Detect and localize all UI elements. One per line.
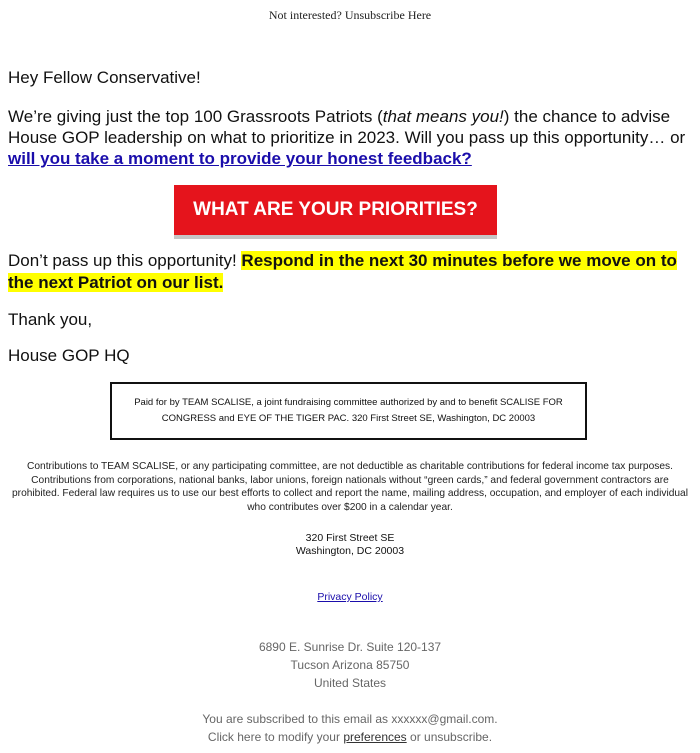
unsubscribe-link[interactable]: Not interested? Unsubscribe Here <box>268 8 432 22</box>
paid-for-box <box>110 382 587 440</box>
mailing-address <box>0 638 700 692</box>
urgent-paragraph <box>8 250 688 294</box>
paid-for-text: Paid for by TEAM SCALISE, a joint fundraising committee authorized by and to benefit SCALISE FOR CONGRESS and EYE OF THE TIGER PAC. 320 First Street SE, Washington, DC 20003 <box>134 397 563 424</box>
address-line-2: Washington, DC 20003 <box>295 545 405 557</box>
subscribed-text: You are subscribed to this email as xxxxxx@gmail.com. <box>202 712 498 726</box>
urgent-highlight: Respond in the next 30 minutes before we move on to the next Patriot on our list. <box>8 251 677 292</box>
body-paragraph <box>8 106 688 169</box>
legal-disclaimer: Contributions to TEAM SCALISE, or any participating committee, are not deductible as charitable contributions for federal income tax purposes. Contributions from corporations, national banks, labor unions, foreign nationals without “green cards,” and federal government contractors are prohibited. Federal law requires us to use our best efforts to collect and report the name, mailing address, occupation, and employer of each individual who contributes over $200 in a calendar year. <box>12 461 688 513</box>
subscription-note <box>0 710 700 746</box>
mail-line-2: Tucson Arizona 85750 <box>290 658 410 672</box>
modify-text-1[interactable]: Click here to modify your <box>207 730 344 744</box>
privacy-policy-link[interactable]: Privacy Policy <box>317 591 383 603</box>
preferences-link[interactable]: preferences <box>343 730 407 744</box>
mail-line-1: 6890 E. Sunrise Dr. Suite 120-137 <box>258 640 442 654</box>
address-line-1: 320 First Street SE <box>305 532 395 544</box>
urgent-text: Don’t pass up this opportunity! <box>8 251 242 270</box>
body-text-part2: ) the chance to advise House GOP leadership on what to prioritize in 2023. Will you pass up this opportunity… or <box>8 107 686 147</box>
priorities-button[interactable]: WHAT ARE YOUR PRIORITIES? <box>174 185 497 235</box>
modify-row <box>0 728 700 746</box>
mail-line-3: United States <box>313 676 387 690</box>
modify-text-2[interactable]: or unsubscribe. <box>406 730 493 744</box>
committee-address <box>0 532 700 558</box>
privacy-row <box>0 591 700 603</box>
body-text-part1: We’re giving just the top 100 Grassroots Patriots ( <box>8 107 383 126</box>
greeting: Hey Fellow Conservative! <box>8 68 201 87</box>
feedback-link[interactable]: will you take a moment to provide your honest feedback? <box>8 149 472 168</box>
thanks-text: Thank you, <box>8 310 93 329</box>
signature: House GOP HQ <box>8 346 130 365</box>
body-text-italic: that means you! <box>382 107 504 126</box>
